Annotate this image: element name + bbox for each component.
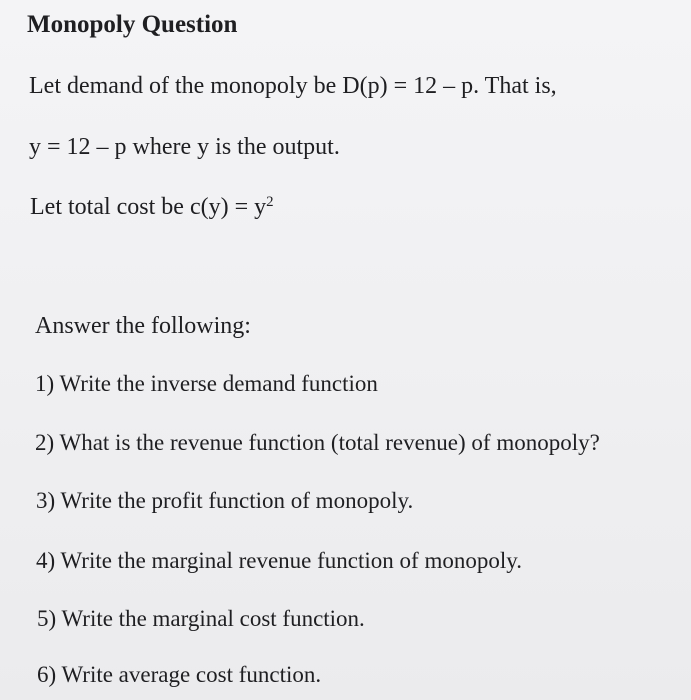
cost-statement-text: Let total cost be c(y) = y	[30, 194, 267, 220]
question-5: 5) Write the marginal cost function.	[37, 606, 365, 631]
question-1: 1) Write the inverse demand function	[35, 371, 378, 396]
document-title: Monopoly Question	[27, 11, 238, 38]
question-2: 2) What is the revenue function (total revenue) of monopoly?	[35, 430, 600, 455]
question-4: 4) Write the marginal revenue function of monopoly.	[36, 548, 522, 573]
question-6: 6) Write average cost function.	[37, 662, 322, 687]
question-3: 3) Write the profit function of monopoly.	[36, 488, 414, 513]
output-definition: y = 12 – p where y is the output.	[29, 134, 340, 160]
answer-prompt: Answer the following:	[35, 313, 251, 339]
demand-statement: Let demand of the monopoly be D(p) = 12 – p. That is,	[29, 73, 557, 99]
cost-statement	[30, 192, 274, 222]
cost-exponent: 2	[266, 193, 274, 210]
